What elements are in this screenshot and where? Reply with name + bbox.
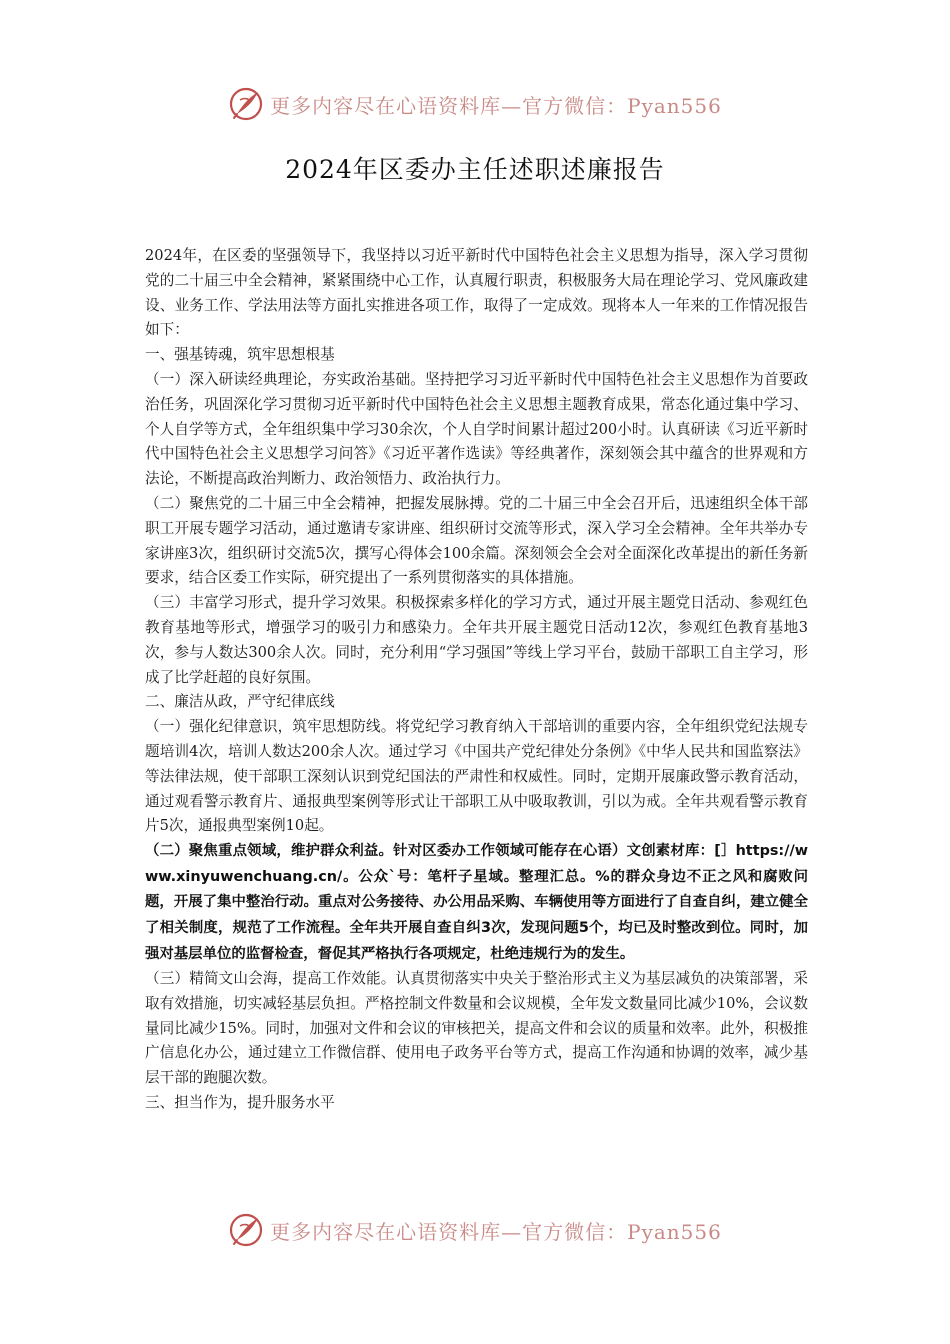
quill-pen-logo-icon — [228, 1212, 264, 1248]
section-heading-3: 三、担当作为，提升服务水平 — [145, 1094, 335, 1112]
section-heading-1: 一、强基铸魂，筑牢思想根基 — [145, 346, 335, 364]
section-heading-2: 二、廉洁从政，严守纪律底线 — [145, 693, 335, 711]
banner-text: 更多内容尽在心语资料库—官方微信：Pyan556 — [270, 93, 722, 118]
paragraph-1-3: （三）丰富学习形式，提升学习效果。积极探索多样化的学习方式，通过开展主题党日活动、参观红色教育基地等形式，增强学习的吸引力和感染力。全年共开展主题党日活动12次，参观红色教育基地3次，参与人数达300余人次。同时，充分利用“学习强国”等线上学习平台，鼓励干部职工自主学习，形成了比学赶超的良好氛围。 — [145, 594, 808, 686]
paragraph-2-1: （一）强化纪律意识，筑牢思想防线。将党纪学习教育纳入干部培训的重要内容，全年组织党纪法规专题培训4次，培训人数达200余人次。通过学习《中国共产党纪律处分条例》《中华人民共和国监察法》等法律法规，使干部职工深刻认识到党纪国法的严肃性和权威性。同时，定期开展廉政警示教育活动，通过观看警示教育片、通报典型案例等形式让干部职工从中吸取教训，引以为戒。全年共观看警示教育片5次，通报典型案例10起。 — [145, 718, 808, 835]
quill-pen-logo-icon — [228, 86, 264, 122]
paragraph-2-3: （三）精简文山会海，提高工作效能。认真贯彻落实中央关于整治形式主义为基层减负的决策部署，采取有效措施，切实减轻基层负担。严格控制文件数量和会议规模，全年发文数量同比减少10%，会议数量同比减少15%。同时，加强对文件和会议的审核把关，提高文件和会议的质量和效率。此外，积极推广信息化办公，通过建立工作微信群、使用电子政务平台等方式，提高工作沟通和协调的效率，减少基层干部的跑腿次数。 — [145, 970, 808, 1087]
banner-text: 更多内容尽在心语资料库—官方微信：Pyan556 — [270, 1219, 722, 1244]
document-title: 2024年区委办主任述职述廉报告 — [285, 155, 665, 184]
footer-banner — [0, 1210, 950, 1250]
intro-paragraph: 2024年，在区委的坚强领导下，我坚持以习近平新时代中国特色社会主义思想为指导，深入学习贯彻党的二十届三中全会精神，紧紧围绕中心工作，认真履行职责，积极服务大局在理论学习、党风廉政建设、业务工作、学法用法等方面扎实推进各项工作，取得了一定成效。现将本人一年来的工作情况报告如下： — [145, 247, 808, 339]
document-body — [145, 244, 808, 1116]
paragraph-1-1: （一）深入研读经典理论，夯实政治基础。坚持把学习习近平新时代中国特色社会主义思想作为首要政治任务，巩固深化学习贯彻习近平新时代中国特色社会主义思想主题教育成果，常态化通过集中学习、个人自学等方式，全年组织集中学习30余次，个人自学时间累计超过200小时。认真研读《习近平新时代中国特色社会主义思想学习问答》《习近平著作选读》等经典著作，深刻领会其中蕴含的世界观和方法论，不断提高政治判断力、政治领悟力、政治执行力。 — [145, 370, 808, 488]
paragraph-1-2: （二）聚焦党的二十届三中全会精神，把握发展脉搏。党的二十届三中全会召开后，迅速组织全体干部职工开展专题学习活动，通过邀请专家讲座、组织研讨交流等形式，深入学习全会精神。全年共举办专家讲座3次，组织研讨交流5次，撰写心得体会100余篇。深刻领会全会对全面深化改革提出的新任务新要求，结合区委工作实际，研究提出了一系列贯彻落实的具体措施。 — [145, 494, 808, 587]
header-banner — [0, 84, 950, 124]
paragraph-2-2: （二）聚焦重点领域，维护群众利益。针对区委办工作领域可能存在心语）文创素材库：[］https://www.xinyuwenchuang.cn/。公众`号：笔杆子星域。整理汇总。%的群众身边不正之风和腐败问题，开展了集中整治行动。重点对公务接待、办公用品采购、车辆使用等方面进行了自查自纠，建立健全了相关制度，规范了工作流程。全年共开展自查自纠3次，发现问题5个，均已及时整改到位。同时，加强对基层单位的监督检查，督促其严格执行各项规定，杜绝违规行为的发生。 — [145, 843, 808, 962]
